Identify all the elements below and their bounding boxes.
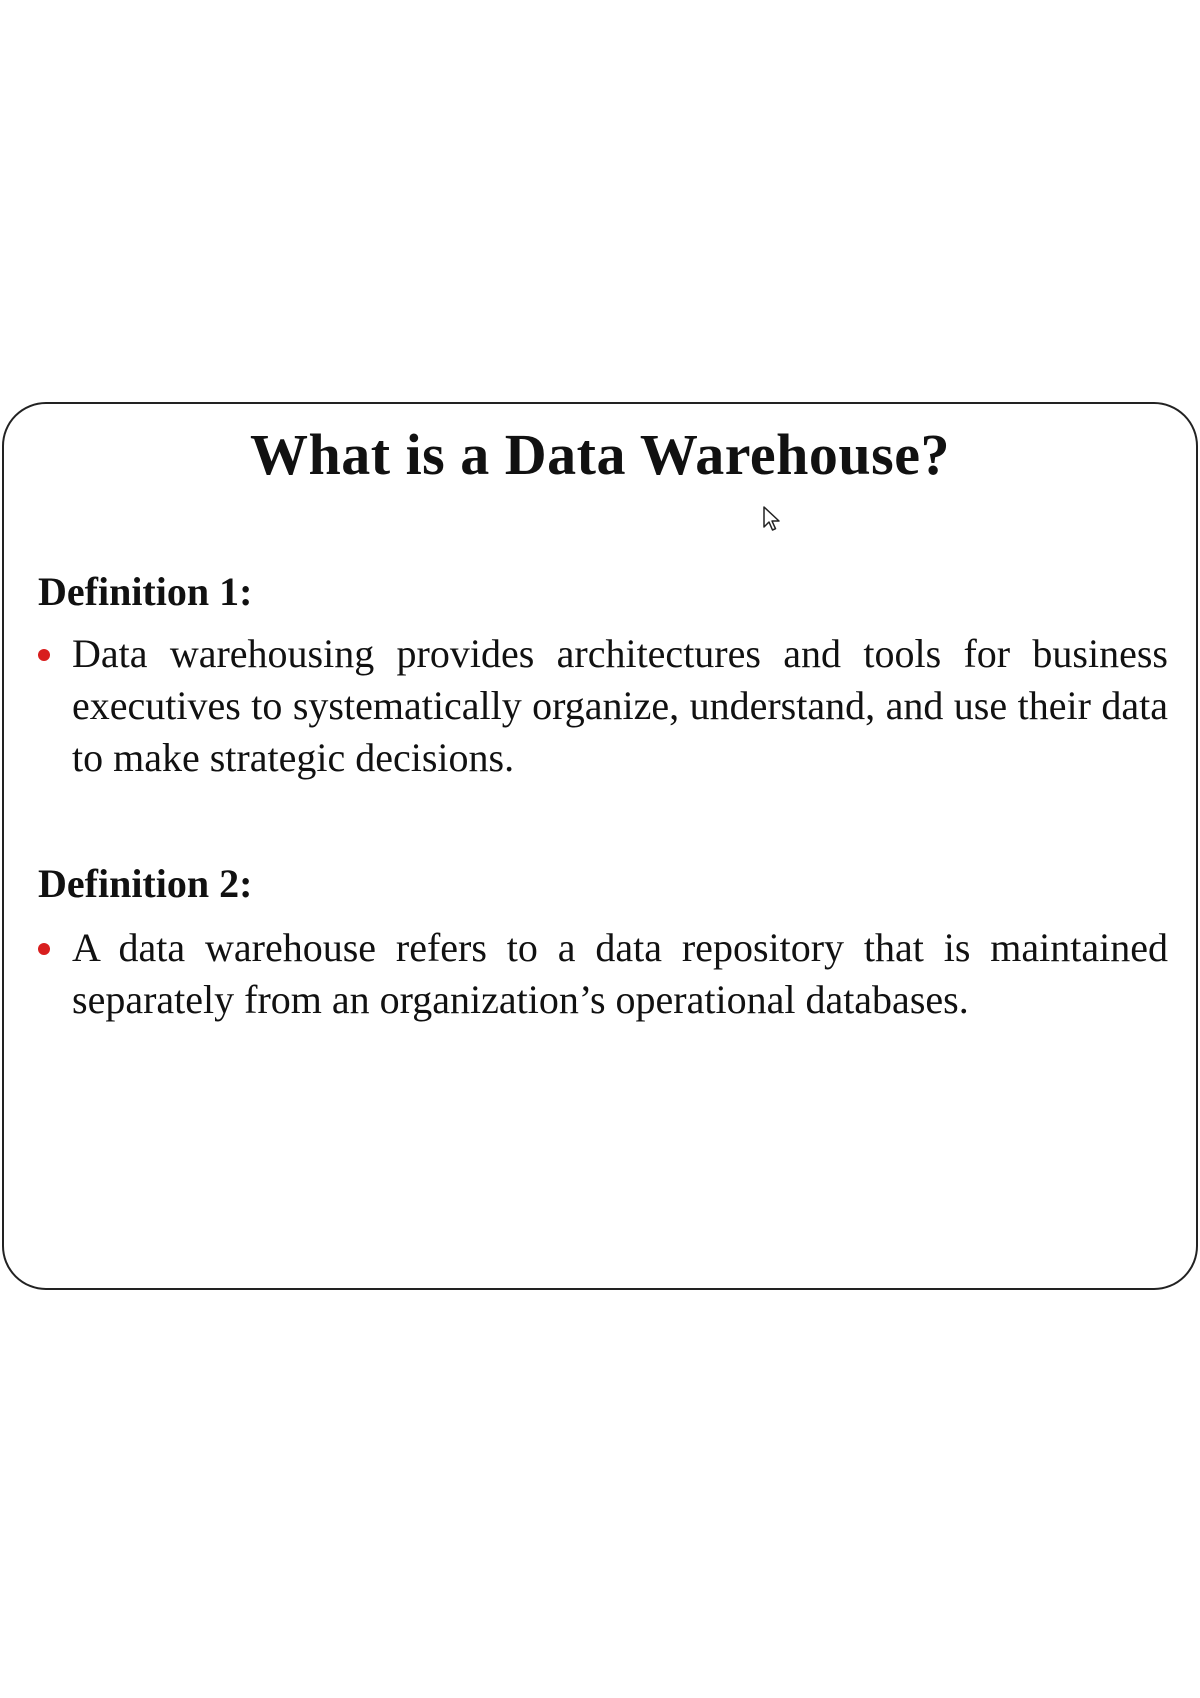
- slide-frame: [2, 402, 1198, 1290]
- definition-1-text: Data warehousing provides architectures and tools for business executives to systematically organize, understand, and use their data to make strategic decisions.: [72, 631, 1168, 780]
- bullet-dot-icon: [38, 943, 50, 955]
- definition-2-bullet: [38, 922, 1168, 1026]
- definition-1-bullet: [38, 628, 1168, 784]
- definition-1-heading: Definition 1:: [38, 569, 253, 614]
- mouse-pointer-icon: [763, 506, 781, 532]
- definition-2-heading: Definition 2:: [38, 861, 253, 906]
- definition-2-text: A data warehouse refers to a data repository that is maintained separately from an organization’s operational databases.: [72, 925, 1168, 1022]
- bullet-dot-icon: [38, 649, 50, 661]
- slide-title: What is a Data Warehouse?: [250, 422, 950, 487]
